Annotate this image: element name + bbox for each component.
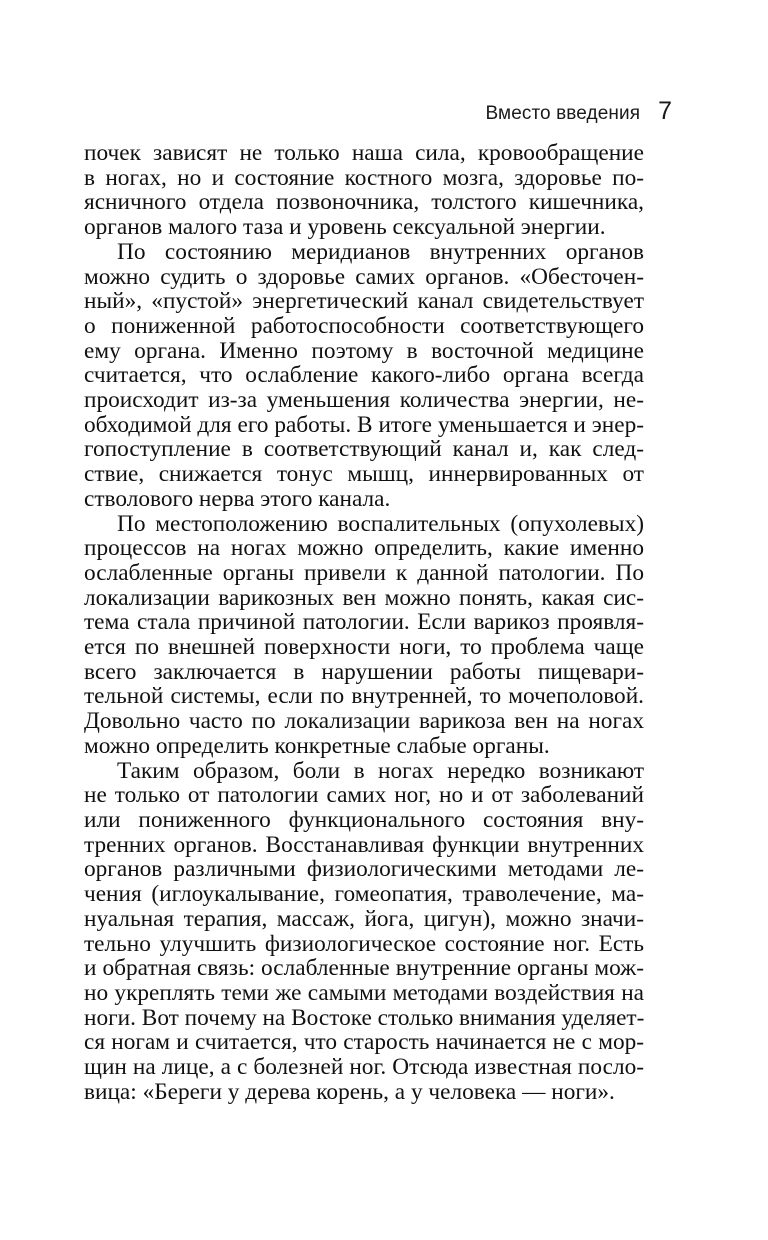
paragraph: [84, 141, 644, 240]
text-line: тельно улучшить физиологическое состояние ног. Есть: [84, 930, 644, 957]
text-line: ему органа. Именно поэтому в восточной медицине: [84, 337, 644, 364]
text-line: ствие, снижается тонус мышц, иннервированных от: [84, 461, 644, 488]
text-line: органов различными физиологическими методами ле-: [84, 856, 644, 883]
text-line: или пониженного функционального состояния вну-: [84, 806, 644, 833]
text-line: Довольно часто по локализации варикоза вен на ногах: [84, 708, 644, 735]
text-line: По состоянию меридианов внутренних органов: [117, 238, 644, 265]
text-line: тема стала причиной патологии. Если варикоз проявля-: [84, 609, 644, 636]
text-line: можно судить о здоровье самих органов. «Обесточен-: [84, 263, 644, 290]
text-line: можно определить конкретные слабые органы.: [84, 732, 550, 759]
text-line: почек зависят не только наша сила, кровообращение: [84, 140, 644, 166]
text-line: нуальная терапия, массаж, йога, цигун), можно значи-: [84, 905, 644, 932]
text-line: ся ногам и считается, что старость начинается не с мор-: [84, 1029, 644, 1056]
text-line: не только от патологии самих ног, но и от заболеваний: [84, 782, 644, 809]
text-line: ослабленные органы привели к данной патологии. По: [84, 559, 644, 586]
text-line: считается, что ослабление какого-либо органа всегда: [84, 362, 644, 389]
text-line: Таким образом, боли в ногах нередко возникают: [117, 757, 644, 784]
text-line: но укреплять теми же самыми методами воздействия на: [84, 979, 644, 1006]
text-line: тельной системы, если по внутренней, то мочеполовой.: [84, 683, 644, 710]
paragraph: [84, 759, 644, 1105]
text-line: вица: «Береги у дерева корень, а у человека — ноги».: [84, 1078, 615, 1105]
text-line: происходит из-за уменьшения количества энергии, не-: [84, 387, 644, 414]
text-line: процессов на ногах можно определить, какие именно: [84, 535, 644, 562]
text-line: тренних органов. Восстанавливая функции внутренних: [84, 831, 644, 858]
text-line: ный», «пустой» энергетический канал свидетельствует: [84, 288, 644, 315]
text-line: обходимой для его работы. В итоге уменьшается и энер-: [84, 411, 644, 438]
body-text: [84, 141, 644, 1104]
text-line: гопоступление в соответствующий канал и, как след-: [84, 436, 644, 463]
running-title: Вместо введения: [485, 103, 641, 124]
text-line: в ногах, но и состояние костного мозга, здоровье по-: [84, 164, 644, 191]
text-line: По местоположению воспалительных (опухолевых): [117, 510, 644, 537]
text-line: и обратная связь: ослабленные внутренние органы мож-: [84, 955, 644, 982]
paragraph: [84, 240, 644, 512]
running-head: [485, 97, 672, 126]
text-line: о пониженной работоспособности соответствующего: [84, 312, 644, 339]
text-line: ется по внешней поверхности ноги, то проблема чаще: [84, 634, 644, 661]
paragraph: [84, 512, 644, 759]
page-number: 7: [658, 97, 672, 125]
text-line: чения (иглоукалывание, гомеопатия, траволечение, ма-: [84, 881, 644, 908]
text-line: всего заключается в нарушении работы пищевари-: [84, 658, 644, 685]
text-line: щин на лице, а с болезней ног. Отсюда известная посло-: [84, 1054, 644, 1081]
text-line: органов малого таза и уровень сексуальной энергии.: [84, 214, 606, 241]
text-line: стволового нерва этого канала.: [84, 485, 391, 512]
text-line: локализации варикозных вен можно понять, какая сис-: [84, 584, 644, 611]
text-line: ноги. Вот почему на Востоке столько внимания уделяет-: [84, 1004, 645, 1031]
text-line: ясничного отдела позвоночника, толстого кишечника,: [84, 189, 644, 216]
